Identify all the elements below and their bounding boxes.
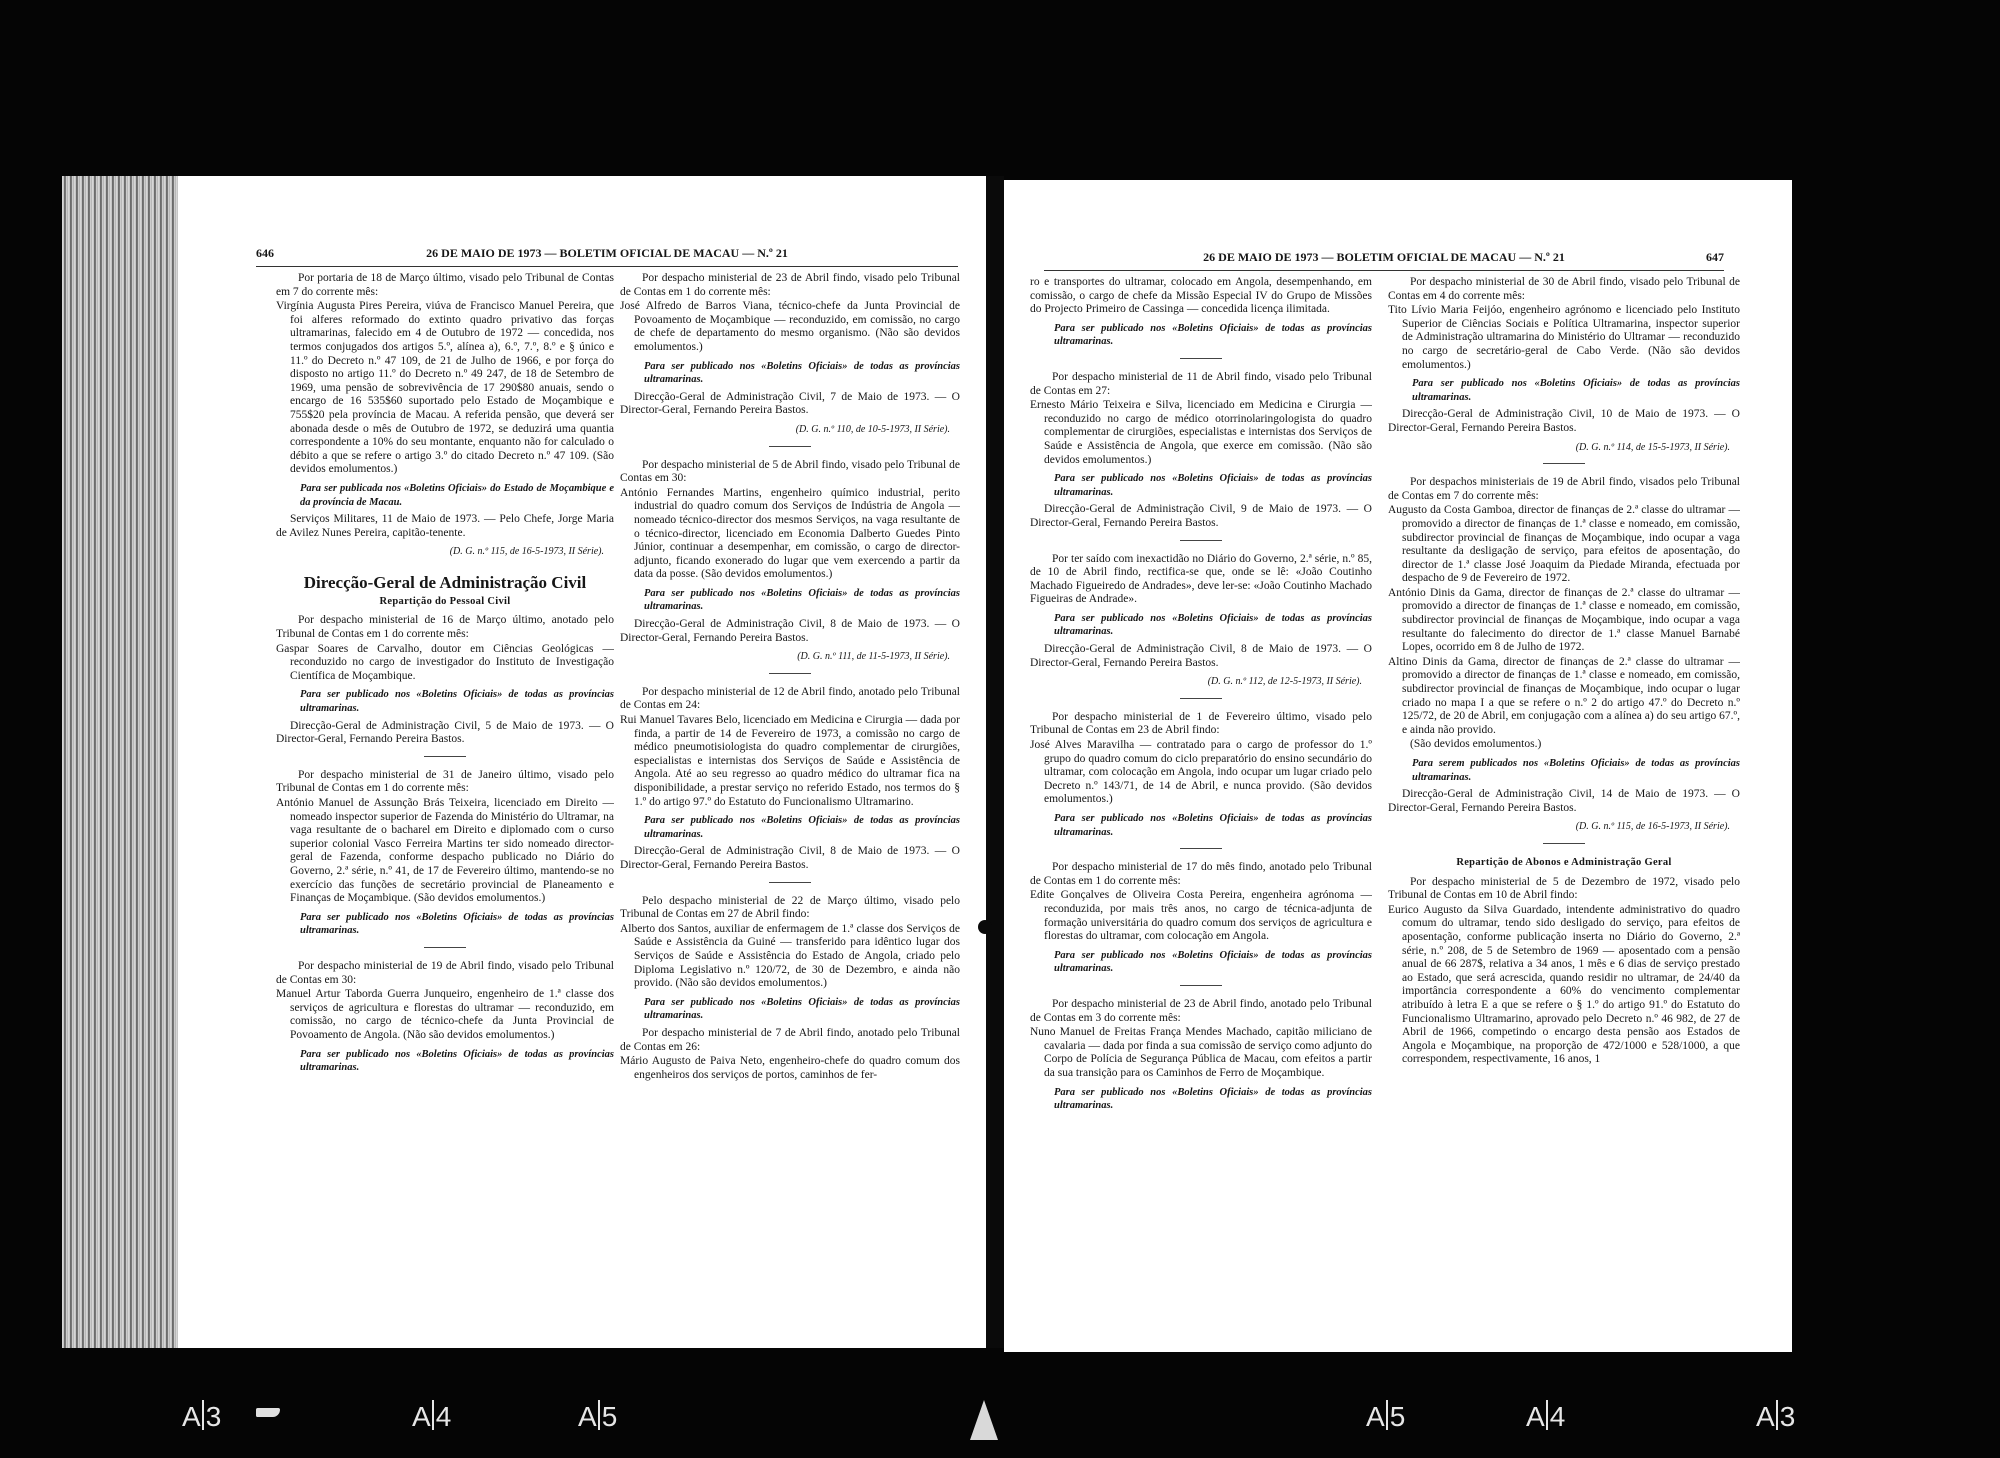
paragraph-body: Mário Augusto de Paiva Neto, engenheiro-chefe do quadro comum dos engenheiros dos serviços de portos, caminhos de fer- [620, 1055, 960, 1081]
gazette-reference: (D. G. n.º 110, de 10-5-1973, II Série). [795, 423, 950, 435]
film-mark: A 4 [412, 1401, 452, 1432]
section-subtitle: Repartição de Abonos e Administração Geral [1456, 856, 1672, 868]
publication-note: Para ser publicado nos «Boletins Oficiais» de todas as províncias ultramarinas. [644, 996, 960, 1022]
publication-note: Para ser publicado nos «Boletins Oficiais» de todas as províncias ultramarinas. [1054, 473, 1372, 498]
left-column-2 [620, 272, 960, 1328]
publication-note: Para serem publicados nos «Boletins Oficiais» de todas as províncias ultramarinas. [1412, 758, 1740, 783]
paragraph-body: Manuel Artur Taborda Guerra Junqueiro, engenheiro de 1.ª classe dos serviços de agricultura e florestas do ultramar — reconduzido, em comissão, no cargo de técnico-chefe da Junta Provincial de Povoamento de Angola. (Não são devidos emolumentos.) [276, 988, 614, 1041]
film-mark-label: 5 [1389, 1401, 1406, 1432]
publication-note: Para ser publicado nos «Boletins Oficiais» de todas as províncias ultramarinas. [1054, 322, 1372, 348]
publication-note: Para ser publicado nos «Boletins Oficiais» de todas as províncias ultramarinas. [1054, 949, 1372, 975]
film-mark: A 3 [182, 1401, 222, 1432]
left-page [178, 176, 986, 1348]
right-running-head: 26 DE MAIO DE 1973 — BOLETIM OFICIAL DE MACAU — N.º 21 [1203, 250, 1565, 264]
paragraph-intro: Por despacho ministerial de 7 de Abril findo, anotado pelo Tribunal de Contas em 26: [620, 1026, 960, 1053]
right-column-2 [1388, 276, 1740, 1332]
separator-rule [769, 882, 811, 883]
separator-rule [1180, 698, 1222, 699]
publication-note: Para ser publicado nos «Boletins Oficiais» de todas as províncias ultramarinas. [644, 587, 960, 613]
right-page-number: 647 [1706, 250, 1724, 264]
separator-rule [769, 446, 811, 447]
separator-rule [1180, 848, 1222, 849]
separator-rule [769, 673, 811, 674]
publication-note: Para ser publicado nos «Boletins Oficiais» de todas as províncias ultramarinas. [1054, 1086, 1372, 1112]
paragraph-continuation: ro e transportes do ultramar, colocado em Angola, desempenhando, em comissão, o cargo de chefe da Missão Especial IV do Grupo de Missões do Projecto Primeiro de Cassinga — concedida licença ilimitada. [1030, 276, 1372, 316]
paragraph-intro: Pelo despacho ministerial de 22 de Março último, visado pelo Tribunal de Contas em 27 de Abril findo: [620, 894, 960, 921]
separator-rule [1543, 843, 1585, 844]
film-mark-label: 3 [205, 1401, 222, 1432]
paragraph-body: Rui Manuel Tavares Belo, licenciado em Medicina e Cirurgia — dada por finda, a partir de 14 de Fevereiro de 1973, a comissão no cargo de médico pneumotisiologista do quadro complementar de cirurgiões, especialistas e internistas dos Serviços de Saúde e Assistência de Angola. Até ao seu regresso ao quadro médico do ultramar fica na disponibilidade, a prestar serviço no referido Estado, nos termos do § 1.º do artigo 97.º do Estatuto do Funcionalismo Ultramarino. [620, 714, 960, 808]
film-mark-label: 4 [1549, 1401, 1566, 1432]
signature-line: Direcção-Geral de Administração Civil, 8 de Maio de 1973. — O Director-Geral, Fernando Pereira Bastos. [620, 618, 960, 644]
paragraph-body: António Dinis da Gama, director de finanças de 2.ª classe do ultramar — promovido a director de finanças de 1.ª classe e nomeado, em comissão, subdirector provincial de finanças de Moçambique, indo ocupar a vaga resultante do falecimento do director de 1.ª classe Manuel Barnabé Lopes, ocorrido em 8 de Julho de 1972. [1388, 586, 1740, 654]
publication-note: Para ser publicada nos «Boletins Oficiais» do Estado de Moçambique e da província de Macau. [300, 482, 614, 508]
gazette-reference: (D. G. n.º 115, de 16-5-1973, II Série). [1575, 821, 1730, 833]
separator-rule [1543, 463, 1585, 464]
emolument-note: (São devidos emolumentos.) [1410, 738, 1542, 751]
left-running-head: 26 DE MAIO DE 1973 — BOLETIM OFICIAL DE MACAU — N.º 21 [426, 246, 788, 260]
film-mark: A 3 [1756, 1401, 1796, 1432]
separator-rule [424, 756, 466, 757]
left-running-header [256, 246, 958, 268]
paragraph-body: José Alfredo de Barros Viana, técnico-chefe da Junta Provincial de Povoamento de Moçambique — reconduzido, em comissão, no cargo de chefe de departamento do mesmo organismo. (Não são devidos emolumentos.) [620, 300, 960, 353]
paragraph-intro: Por despacho ministerial de 12 de Abril findo, anotado pelo Tribunal de Contas em 24: [620, 685, 960, 712]
paragraph-intro: Por despacho ministerial de 17 do mês findo, anotado pelo Tribunal de Contas em 1 do corrente mês: [1030, 861, 1372, 887]
section-subtitle: Repartição do Pessoal Civil [379, 595, 511, 607]
publication-note: Para ser publicado nos «Boletins Oficiais» de todas as províncias ultramarinas. [644, 815, 960, 840]
separator-rule [1180, 358, 1222, 359]
header-rule [256, 266, 958, 267]
section-title: Direcção-Geral de Administração Civil [303, 572, 587, 592]
film-mark-label: 4 [435, 1401, 452, 1432]
film-mark: A 5 [1366, 1401, 1406, 1432]
paragraph-intro: Por despacho ministerial de 19 de Abril findo, visado pelo Tribunal de Contas em 30: [276, 959, 614, 986]
signature-line: Serviços Militares, 11 de Maio de 1973. — Pelo Chefe, Jorge Maria de Avilez Nunes Pereira, capitão-tenente. [276, 513, 614, 539]
publication-note: Para ser publicado nos «Boletins Oficiais» de todas as províncias ultramarinas. [1054, 612, 1372, 638]
left-page-number: 646 [256, 246, 274, 260]
paragraph-body: Gaspar Soares de Carvalho, doutor em Ciências Geológicas — reconduzido no cargo de investigador do Instituto de Investigação Científica de Moçambique. [276, 642, 614, 682]
separator-rule [424, 947, 466, 948]
publication-note: Para ser publicado nos «Boletins Oficiais» de todas as províncias ultramarinas. [300, 689, 614, 715]
separator-rule [1180, 540, 1222, 541]
publication-note: Para ser publicado nos «Boletins Oficiais» de todas as províncias ultramarinas. [644, 360, 960, 386]
gazette-reference: (D. G. n.º 111, de 11-5-1973, II Série). [797, 651, 950, 663]
signature-line: Direcção-Geral de Administração Civil, 5 de Maio de 1973. — O Director-Geral, Fernando Pereira Bastos. [276, 719, 614, 746]
paragraph-body: Eurico Augusto da Silva Guardado, intendente administrativo do quadro comum do ultramar, tendo sido desligado do serviço, para efeitos de aposentação, conforme publicação inserta no Diário do Governo, 2.ª série, n.º 208, de 5 de Setembro de 1969 — aposentado com a pensão anual de 66 287$, relativa a 34 anos, 1 mês e 6 dias de serviço prestado ao Estado, que será acrescida, quando residir no ultramar, de 24/40 da importância correspondente a 60% do vencimento complementar atribuído à letra E a que se refere o § 1.º do artigo 91.º do Estatuto do Funcionalismo Ultramarino, aprovado pelo Decreto n.º 46 982, de 27 de Abril de 1966, competindo o encargo desta pensão aos Estados de Angola e Moçambique, na proporção de 472/1000 e 528/1000, a que correspondem, respectivamente, 16 anos, 1 [1388, 903, 1740, 1066]
signature-line: Direcção-Geral de Administração Civil, 7 de Maio de 1973. — O Director-Geral, Fernando Pereira Bastos. [620, 390, 960, 417]
paragraph-intro: Por despacho ministerial de 5 de Abril findo, visado pelo Tribunal de Contas em 30: [620, 458, 960, 485]
paragraph-body: Edite Gonçalves de Oliveira Costa Pereira, engenheira agrónoma — reconduzida, por mais três anos, no cargo de técnica-adjunta de formação universitária do quadro comum dos serviços de agricultura e florestas do ultramar, com colocação em Angola. [1030, 889, 1372, 943]
publication-note: Para ser publicado nos «Boletins Oficiais» de todas as províncias ultramarinas. [300, 1048, 614, 1074]
paragraph-body: António Manuel de Assunção Brás Teixeira, licenciado em Direito — nomeado inspector superior de Fazenda do Ministério do Ultramar, na vaga resultante de o bacharel em Direito e diplomado com o curso superior colonial Vasco Ferreira Martins ter sido nomeado director-geral de Fazenda, conforme despacho publicado no Diário do Governo, 2.ª série, n.º 41, de 17 de Fevereiro último, mantendo-se no exercício das funções de secretário provincial de Planeamento e Finanças de Moçambique. (São devidos emolumentos.) [276, 797, 614, 905]
separator-rule [1180, 985, 1222, 986]
right-column-1 [1030, 276, 1372, 1332]
paragraph-body: Altino Dinis da Gama, director de finanças de 2.ª classe do ultramar — promovido a director de finanças de 1.ª classe e nomeado, em comissão, subdirector provincial de finanças de Moçambique, indo ocupar o lugar criado no mapa I a que se refere o n.º 2 do artigo 47.º do Decreto n.º 125/72, de 20 de Abril, em conjugação com a alínea a) do seu artigo 67.º, e ainda não provido. [1388, 655, 1740, 736]
paragraph-intro: Por despacho ministerial de 1 de Fevereiro último, visado pelo Tribunal de Contas em 23 de Abril findo: [1030, 710, 1372, 737]
paragraph-intro: Por despachos ministeriais de 19 de Abril findo, visados pelo Tribunal de Contas em 7 do corrente mês: [1388, 476, 1740, 502]
spine-notch [978, 920, 992, 934]
right-page [1004, 180, 1792, 1352]
paragraph-body: Virgínia Augusta Pires Pereira, viúva de Francisco Manuel Pereira, que foi alferes reformado do extinto quadro privativo das forças ultramarinas, falecido em 4 de Outubro de 1972 — concedida, nos termos conjugados dos artigos 5.º, alínea a), 6.º, 7.º, 8.º e § único e 11.º do Decreto n.º 47 109, de 21 de Julho de 1966, e por força do disposto no artigo 11.º do Decreto n.º 49 247, de 18 de Setembro de 1969, uma pensão de sobrevivência de 17 290$80 anuais, sendo o encargo de 16 535$60 suportado pelo Estado de Moçambique e 755$20 pela província de Macau. A referida pensão, que deverá ser abonada desde o mês de Outubro de 1972, se deduzirá uma quantia correspondente a 10% do seu montante, enquanto não for calculado o débito a que se refere o artigo 3.º do citado Decreto n.º 47 109. (São devidos emolumentos.) [276, 300, 614, 476]
paragraph-intro: Por despacho ministerial de 23 de Abril findo, anotado pelo Tribunal de Contas em 3 do corrente mês: [1030, 997, 1372, 1024]
paragraph-body: Por ter saído com inexactidão no Diário do Governo, 2.ª série, n.º 85, de 10 de Abril findo, rectifica-se que, onde se lê: «João Coutinho Machado Figueiredo de Andrades», deve ler-se: «João Coutinho Machado Figueiras de Andrade». [1030, 552, 1372, 606]
signature-line: Direcção-Geral de Administração Civil, 9 de Maio de 1973. — O Director-Geral, Fernando Pereira Bastos. [1030, 503, 1372, 529]
book-gutter [986, 176, 1004, 1348]
paragraph-intro: Por portaria de 18 de Março último, visado pelo Tribunal de Contas em 7 do corrente mês: [276, 272, 614, 298]
gazette-reference: (D. G. n.º 112, de 12-5-1973, II Série). [1207, 676, 1362, 688]
signature-line: Direcção-Geral de Administração Civil, 10 de Maio de 1973. — O Director-Geral, Fernando Pereira Bastos. [1388, 408, 1740, 434]
gazette-reference: (D. G. n.º 115, de 16-5-1973, II Série). [449, 546, 604, 558]
film-mark: A 5 [578, 1401, 618, 1432]
book-page-edges [62, 176, 190, 1348]
signature-line: Direcção-Geral de Administração Civil, 14 de Maio de 1973. — O Director-Geral, Fernando Pereira Bastos. [1388, 788, 1740, 814]
paragraph-intro: Por despacho ministerial de 30 de Abril findo, visado pelo Tribunal de Contas em 4 do corrente mês: [1388, 276, 1740, 302]
paragraph-intro: Por despacho ministerial de 11 de Abril findo, visado pelo Tribunal de Contas em 27: [1030, 370, 1372, 397]
right-running-header [1044, 250, 1724, 272]
signature-line: Direcção-Geral de Administração Civil, 8 de Maio de 1973. — O Director-Geral, Fernando Pereira Bastos. [1030, 643, 1372, 669]
left-column-1 [276, 272, 614, 1328]
paragraph-body: José Alves Maravilha — contratado para o cargo de professor do 1.º grupo do quadro comum do ciclo preparatório do ensino secundário do ultramar, com colocação em Angola, indo ocupar um lugar criado pelo Decreto n.º 143/71, de 14 de Abril, e nunca provido. (São devidos emolumentos.) [1030, 739, 1372, 806]
publication-note: Para ser publicado nos «Boletins Oficiais» de todas as províncias ultramarinas. [1412, 378, 1740, 403]
film-mark-label: 3 [1779, 1401, 1796, 1432]
gazette-reference: (D. G. n.º 114, de 15-5-1973, II Série). [1575, 441, 1730, 453]
paragraph-body: Tito Lívio Maria Feijóo, engenheiro agrónomo e licenciado pelo Instituto Superior de Ciências Sociais e Política Ultramarina, inspector superior de Administração ultramarina do Ministério do Ultramar — reconduzido no cargo de secretário-geral de Cabo Verde. (Não são devidos emolumentos.) [1388, 304, 1740, 371]
paragraph-intro: Por despacho ministerial de 5 de Dezembro de 1972, visado pelo Tribunal de Contas em 10 de Abril findo: [1388, 875, 1740, 902]
paragraph-body: Nuno Manuel de Freitas França Mendes Machado, capitão miliciano de cavalaria — dada por finda a sua comissão de serviço como adjunto do Corpo de Polícia de Segurança Pública de Macau, com efeitos a partir da sua transição para os Caminhos de Ferro de Moçambique. [1030, 1026, 1372, 1079]
film-mark: A 4 [1526, 1401, 1566, 1432]
paragraph-body: Ernesto Mário Teixeira e Silva, licenciado em Medicina e Cirurgia — reconduzido no cargo de médico otorrinolaringologista do quadro complementar de cirurgiões, especialistas e internistas dos Serviços de Saúde e Assistência de Angola, que exerce em comissão. (Não são devidos emolumentos.) [1030, 399, 1372, 466]
film-mark-label: 5 [601, 1401, 618, 1432]
publication-note: Para ser publicado nos «Boletins Oficiais» de todas as províncias ultramarinas. [300, 911, 614, 937]
paragraph-body: Alberto dos Santos, auxiliar de enfermagem de 1.ª classe dos Serviços de Saúde e Assistência da Guiné — transferido para idêntico lugar dos Serviços de Saúde e Assistência do Estado de Angola, criado pelo Diploma Legislativo n.º 120/72, de 30 de Dezembro, e ainda não provido. (Não são devidos emolumentos.) [620, 922, 960, 990]
paragraph-body: António Fernandes Martins, engenheiro químico industrial, perito industrial do quadro comum dos Serviços de Indústria de Angola — nomeado técnico-director dos mesmos Serviços, na vaga resultante de o técnico-director, licenciado em Economia Dalberto Guedes Pinto Júnior, continuar a desempenhar, em comissão, o cargo de director-adjunto, ficando exonerado do lugar que vem exercendo a partir da data da posse. (São devidos emolumentos.) [620, 486, 960, 581]
paragraph-intro: Por despacho ministerial de 23 de Abril findo, visado pelo Tribunal de Contas em 1 do corrente mês: [620, 272, 960, 298]
paragraph-body: Augusto da Costa Gamboa, director de finanças de 2.ª classe do ultramar — promovido a director de finanças de 1.ª classe e nomeado, em comissão, subdirector provincial de finanças de Moçambique, indo ocupar a vaga resultante da desligação de serviço, para efeitos de aposentação, do director de 1.ª classe José Joaquim da Piedade Miranda, efectuada por despacho de 9 de Fevereiro de 1972. [1388, 504, 1740, 585]
paragraph-intro: Por despacho ministerial de 31 de Janeiro último, visado pelo Tribunal de Contas em 1 do corrente mês: [276, 768, 614, 795]
publication-note: Para ser publicado nos «Boletins Oficiais» de todas as províncias ultramarinas. [1054, 813, 1372, 838]
signature-line: Direcção-Geral de Administração Civil, 8 de Maio de 1973. — O Director-Geral, Fernando Pereira Bastos. [620, 845, 960, 871]
paragraph-intro: Por despacho ministerial de 16 de Março último, anotado pelo Tribunal de Contas em 1 do corrente mês: [276, 614, 614, 641]
film-marks [0, 1382, 2000, 1458]
header-rule [1044, 270, 1724, 271]
